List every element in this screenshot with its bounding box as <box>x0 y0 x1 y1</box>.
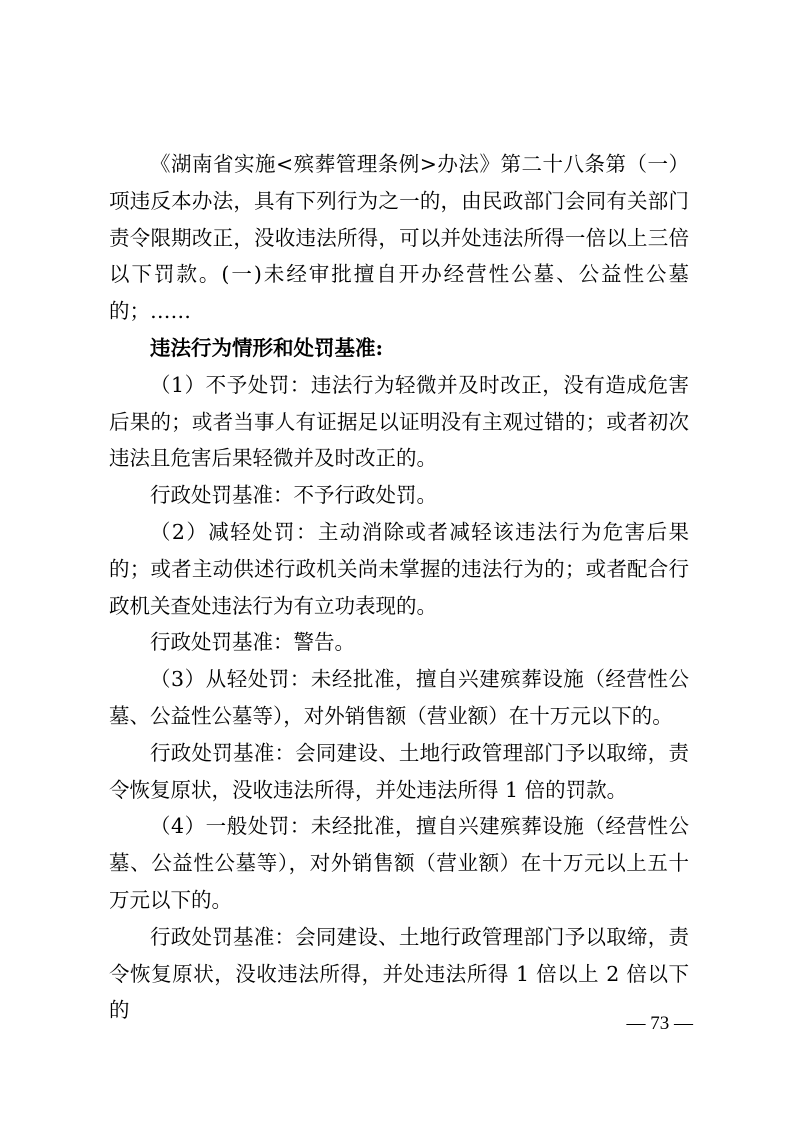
lighter-penalty-paragraph: （3）从轻处罚：未经批准，擅自兴建殡葬设施（经营性公墓、公益性公墓等），对外销售额（营业额）在十万元以下的。 <box>109 667 689 728</box>
article-citation-paragraph: 《湖南省实施<殡葬管理条例>办法》第二十八条第（一）项违反本办法，具有下列行为之一的，由民政部门会同有关部门责令限期改正，没收违法所得，可以并处违法所得一倍以上三倍以下罚款。(一)未经审批擅自开办经营性公墓、公益性公墓的；…… <box>109 152 689 324</box>
lighter-penalty-standard: 行政处罚基准：会同建设、土地行政管理部门予以取缔，责令恢复原状，没收违法所得，并处违法所得 1 倍的罚款。 <box>109 740 689 802</box>
general-penalty-standard: 行政处罚基准：会同建设、土地行政管理部门予以取缔，责令恢复原状，没收违法所得，并处违法所得 1 倍以上 2 倍以下的 <box>109 924 689 1023</box>
section-heading: 违法行为情形和处罚基准: <box>150 335 384 360</box>
page-number: — 73 — <box>626 1013 693 1034</box>
no-penalty-standard: 行政处罚基准：不予行政处罚。 <box>150 483 437 508</box>
general-penalty-paragraph: （4）一般处罚：未经批准，擅自兴建殡葬设施（经营性公墓、公益性公墓等），对外销售额（营业额）在十万元以上五十万元以下的。 <box>109 814 689 912</box>
reduced-penalty-standard: 行政处罚基准：警告。 <box>150 630 355 655</box>
reduced-penalty-paragraph: （2）减轻处罚：主动消除或者减轻该违法行为危害后果的；或者主动供述行政机关尚未掌握的违法行为的；或者配合行政机关查处违法行为有立功表现的。 <box>109 519 689 618</box>
no-penalty-paragraph: （1）不予处罚：违法行为轻微并及时改正，没有造成危害后果的；或者当事人有证据足以证明没有主观过错的；或者初次违法且危害后果轻微并及时改正的。 <box>109 372 689 471</box>
document-body <box>109 146 689 1029</box>
